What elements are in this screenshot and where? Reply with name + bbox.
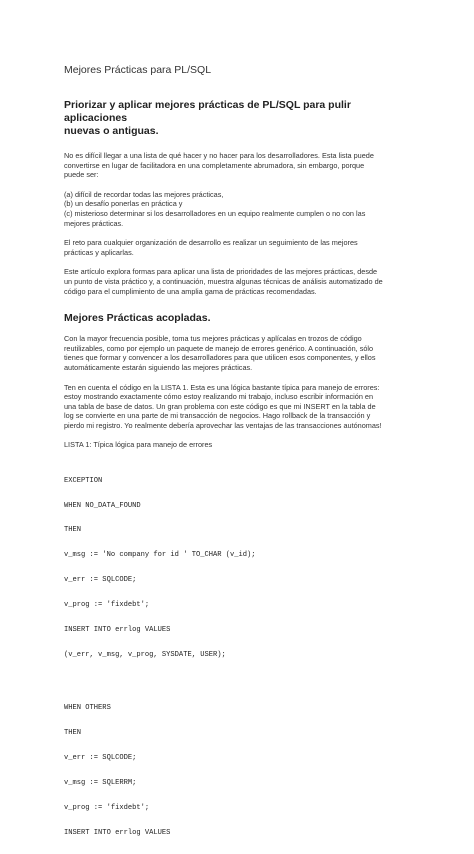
code-line: THEN [64,729,82,738]
code-line: EXCEPTION [64,476,103,485]
text-line: El reto para cualquier organización de desarrollo es realizar un seguimiento de las mejores [64,238,358,248]
text-line: un punto de vista práctico y, a continuación, muestra algunas técnicas de análisis automatizado de [64,276,383,286]
code-line: WHEN NO_DATA_FOUND [64,501,141,510]
text-line: No es difícil llegar a una lista de qué hacer y no hacer para los desarrolladores. Esta lista puede [64,151,374,160]
text-line: Ten en cuenta el código en la LISTA 1. Esta es una lógica bastante típica para manejo de errores: [64,382,380,392]
text-line: Este artículo explora formas para aplicar una lista de prioridades de las mejores prácticas, desde [64,267,378,277]
challenge-paragraph [64,238,416,257]
text-line: Con la mayor frecuencia posible, toma tus mejores prácticas y aplícalas en trozos de código [64,334,362,344]
code-gap [64,676,416,688]
intro-paragraph [64,151,416,180]
heading-line: Priorizar y aplicar mejores prácticas de PL/SQL para pulir aplicaciones [64,99,351,124]
reasons-list [64,190,416,228]
text-line: reutilizables, como por ejemplo un paquete de manejo de errores genérico. A continuación, sólo [64,343,374,353]
code-line: v_prog := 'fixdebt'; [64,803,150,812]
code-line: v_err := SQLCODE; [64,576,137,585]
code-line: v_err := SQLCODE; [64,754,137,763]
code-line: v_msg := 'No company for id ' TO_CHAR (v_id); [64,551,256,560]
code-line: WHEN OTHERS [64,704,111,713]
text-line: automáticamente estarán siguiendo las mejores prácticas. [64,362,253,372]
text-line: convertirse en lugar de facilitadora en una completamente abrumadora, sin embargo, porque [64,160,365,170]
listing-caption: LISTA 1: Típica lógica para manejo de errores [64,440,213,450]
code-block [64,460,416,854]
text-line: puede ser: [64,170,99,180]
text-line: log se convierte en una parte de mi transacción de negocios. Hago rollback de la transacción y [64,411,371,421]
text-line: pierdo mi registro. Yo realmente debería aprovechar las ventajas de las transacciones autónomas! [64,420,382,430]
main-heading [64,99,416,138]
code-line: (v_err, v_msg, v_prog, SYSDATE, USER); [64,650,226,659]
frequency-paragraph [64,334,416,372]
list-item: mejores prácticas. [64,218,124,228]
code-line: v_msg := SQLERRM; [64,779,137,788]
text-line: prácticas y aplicarlas. [64,247,134,257]
heading-line: nuevas o antiguas. [64,125,159,137]
document-body [64,64,416,854]
code-line: THEN [64,526,82,535]
code-line: v_prog := 'fixdebt'; [64,601,150,610]
section-title: Mejores Prácticas acopladas. [64,312,211,325]
list-item: (c) misterioso determinar si los desarrolladores en un equipo realmente cumplen o no con las [64,208,366,218]
list-item: (b) un desafío ponerlas en práctica y [64,199,183,209]
listing-intro-paragraph [64,383,416,431]
document-title: Mejores Prácticas para PL/SQL [64,64,212,76]
text-line: código para el cumplimiento de una amplia gama de prácticas recomendadas. [64,286,317,296]
article-paragraph [64,267,416,296]
code-line: INSERT INTO errlog VALUES [64,626,171,634]
list-item: (a) difícil de recordar todas las mejores prácticas, [64,189,224,199]
code-line: INSERT INTO errlog VALUES [64,828,171,837]
text-line: una tabla de base de datos. Un gran problema con este código es que mi INSERT en la tabla de [64,401,376,411]
text-line: tienes que formar y convencer a los desarrolladores para que utilicen esos componentes, y ellos [64,353,376,363]
text-line: estoy mostrando exactamente cómo estoy realizando mi trabajo, incluso escribir información en [64,392,374,402]
